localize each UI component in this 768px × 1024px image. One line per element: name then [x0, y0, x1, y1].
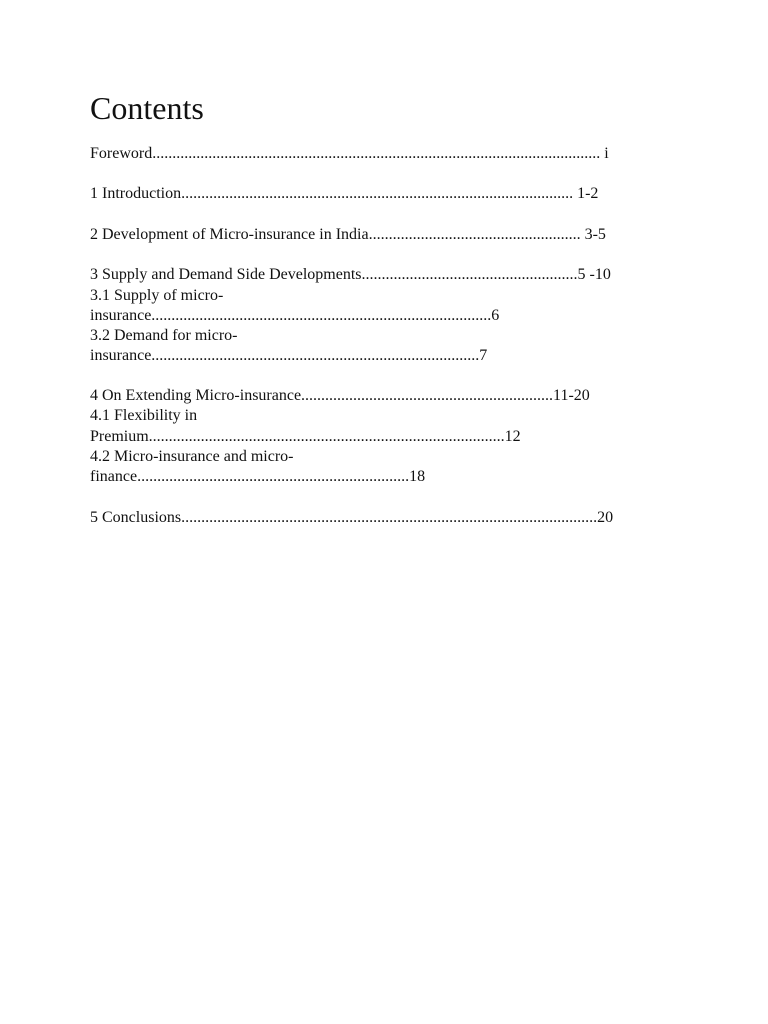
toc-subentry-flexibility-page: Premium.........................................................................................12: [90, 428, 521, 445]
toc-subentry-demand-page: insurance..................................................................................7: [90, 347, 488, 364]
toc-entry-extending: 4 On Extending Micro-insurance...............................................................11-20: [90, 387, 590, 404]
toc-entry-conclusions: 5 Conclusions........................................................................................................20: [90, 509, 614, 526]
toc-subentry-demand-title: 3.2 Demand for micro-: [90, 327, 238, 344]
toc-entry-introduction: 1 Introduction.................................................................................................. 1-2: [90, 185, 599, 202]
toc-entry-supply-demand: 3 Supply and Demand Side Developments......................................................5 -10: [90, 266, 611, 283]
toc-entry-development: 2 Development of Micro-insurance in India..................................................... 3-5: [90, 226, 606, 243]
toc-subentry-supply-page: insurance.....................................................................................6: [90, 307, 500, 324]
contents-title: Contents: [90, 90, 204, 126]
toc-subentry-microfinance-title: 4.2 Micro-insurance and micro-: [90, 448, 294, 465]
toc-entry-foreword: Foreword................................................................................................................ i: [90, 145, 609, 162]
toc-subentry-supply-title: 3.1 Supply of micro-: [90, 287, 224, 304]
toc-subentry-microfinance-page: finance....................................................................18: [90, 468, 426, 485]
toc-subentry-flexibility-title: 4.1 Flexibility in: [90, 407, 198, 424]
